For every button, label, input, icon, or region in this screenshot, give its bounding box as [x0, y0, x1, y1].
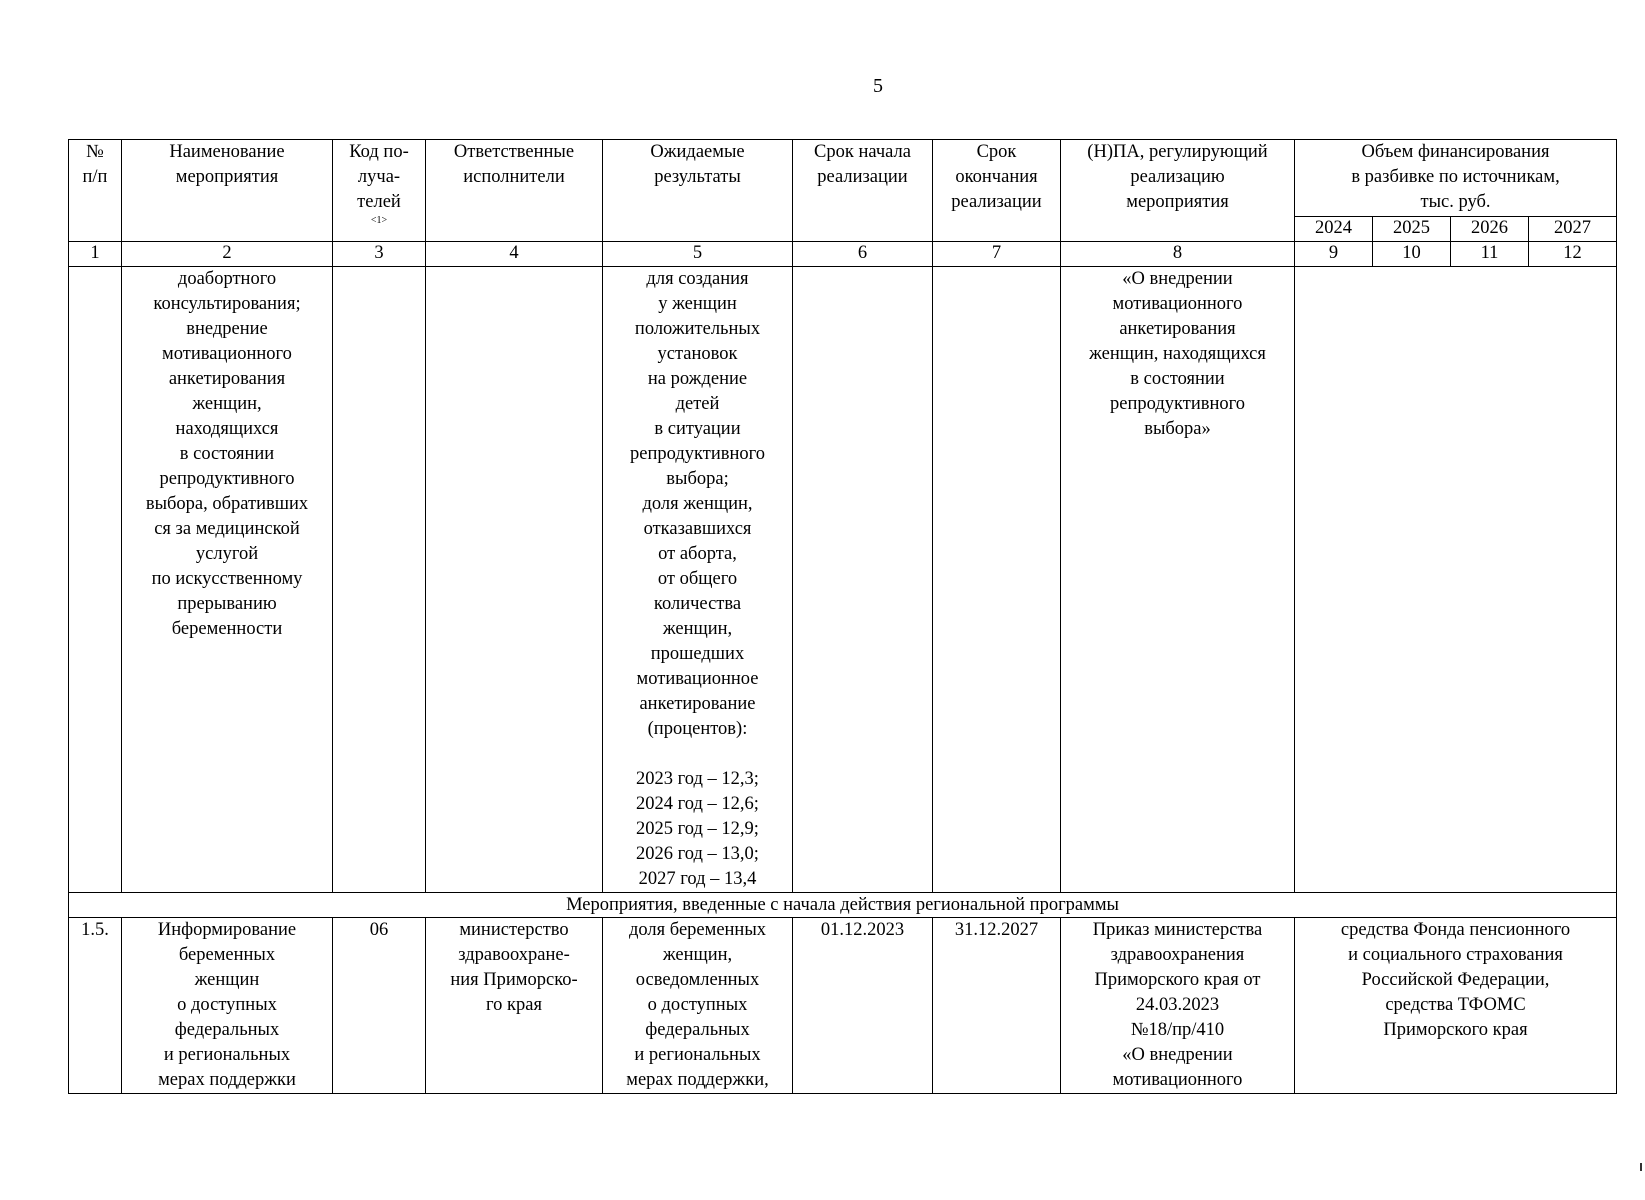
- continuation-end-cell: [933, 267, 1061, 893]
- row-recipient-code: 06: [333, 918, 426, 1094]
- result-year-value: 2026 год – 13,0;: [636, 844, 759, 864]
- row-executors: министерство здравоохране- ния Приморско- го края: [426, 918, 603, 1094]
- row-funding-sources: средства Фонда пенсионного и социального страхования Российской Федерации, средства ТФОМС Приморского края: [1295, 918, 1617, 1094]
- header-start-date: Срок начала реализации: [793, 140, 933, 242]
- header-regulation: (Н)ПА, регулирующий реализацию мероприятия: [1061, 140, 1295, 242]
- result-year-value: 2024 год – 12,6;: [636, 794, 759, 814]
- header-year-2025: 2025: [1373, 217, 1451, 242]
- column-number: 9: [1295, 242, 1373, 267]
- measures-table: [68, 139, 1617, 1094]
- row-measure-name: Информирование беременных женщин о доступных федеральных и региональных мерах поддержки: [122, 918, 333, 1094]
- header-row: [69, 140, 1617, 217]
- row-expected-results: доля беременных женщин, осведомленных о доступных федеральных и региональных мерах поддержки,: [603, 918, 793, 1094]
- continuation-start-cell: [793, 267, 933, 893]
- row-1-5: [69, 918, 1617, 1094]
- column-number: 2: [122, 242, 333, 267]
- continuation-regulation: «О внедрении мотивационного анкетирования женщин, находящихся в состоянии репродуктивного выбора»: [1061, 267, 1295, 893]
- continuation-measure-name: доабортного консультирования; внедрение мотивационного анкетирования женщин, находящихся в состоянии репродуктивного выбора, обративших ся за медицинской услугой по искусственному прерыванию беременности: [122, 267, 333, 893]
- row-regulation: Приказ министерства здравоохранения Приморского края от 24.03.2023 №18/пр/410 «О внедрении мотивационного: [1061, 918, 1295, 1094]
- result-year-value: 2023 год – 12,3;: [636, 769, 759, 789]
- continuation-row: [69, 267, 1617, 893]
- column-number: 3: [333, 242, 426, 267]
- header-funding: Объем финансирования в разбивке по источникам, тыс. руб.: [1295, 140, 1617, 217]
- result-year-value: 2027 год – 13,4: [638, 869, 757, 889]
- scan-artifact-mark: [1640, 1163, 1642, 1171]
- column-number: 4: [426, 242, 603, 267]
- page-number: 5: [873, 75, 883, 97]
- row-number: 1.5.: [69, 918, 122, 1094]
- section-row: [69, 893, 1617, 918]
- continuation-number-cell: [69, 267, 122, 893]
- column-number: 8: [1061, 242, 1295, 267]
- row-end-date: 31.12.2027: [933, 918, 1061, 1094]
- column-number: 12: [1529, 242, 1617, 267]
- section-title: Мероприятия, введенные с начала действия региональной программы: [69, 893, 1617, 918]
- continuation-code-cell: [333, 267, 426, 893]
- column-number: 11: [1451, 242, 1529, 267]
- result-year-value: 2025 год – 12,9;: [636, 819, 759, 839]
- column-number: 10: [1373, 242, 1451, 267]
- column-number: 7: [933, 242, 1061, 267]
- header-number: № п/п: [69, 140, 122, 242]
- column-numbers-row: [69, 242, 1617, 267]
- continuation-funding-cell: [1295, 267, 1617, 893]
- header-measure-name: Наименование мероприятия: [122, 140, 333, 242]
- header-executors: Ответственные исполнители: [426, 140, 603, 242]
- header-expected-results: Ожидаемые результаты: [603, 140, 793, 242]
- header-end-date: Срок окончания реализации: [933, 140, 1061, 242]
- column-number: 6: [793, 242, 933, 267]
- footnote-marker: <1>: [370, 215, 388, 226]
- continuation-expected-results: для создания у женщин положительных установок на рождение детей в ситуации репродуктивного выбора; доля женщин, отказавшихся от аборта, от общего количества женщин, прошедших мотивационное анкетирование (процентов): 2023 год – 12,3; 2024 год – 12,6; 2025 год – 12,9; 2026 год – 13,0; 2027 год – 13,4: [603, 267, 793, 893]
- header-year-2024: 2024: [1295, 217, 1373, 242]
- header-year-2027: 2027: [1529, 217, 1617, 242]
- header-year-2026: 2026: [1451, 217, 1529, 242]
- column-number: 1: [69, 242, 122, 267]
- continuation-executors-cell: [426, 267, 603, 893]
- header-recipient-code: Код по- луча- телей <1>: [333, 140, 426, 242]
- column-number: 5: [603, 242, 793, 267]
- row-start-date: 01.12.2023: [793, 918, 933, 1094]
